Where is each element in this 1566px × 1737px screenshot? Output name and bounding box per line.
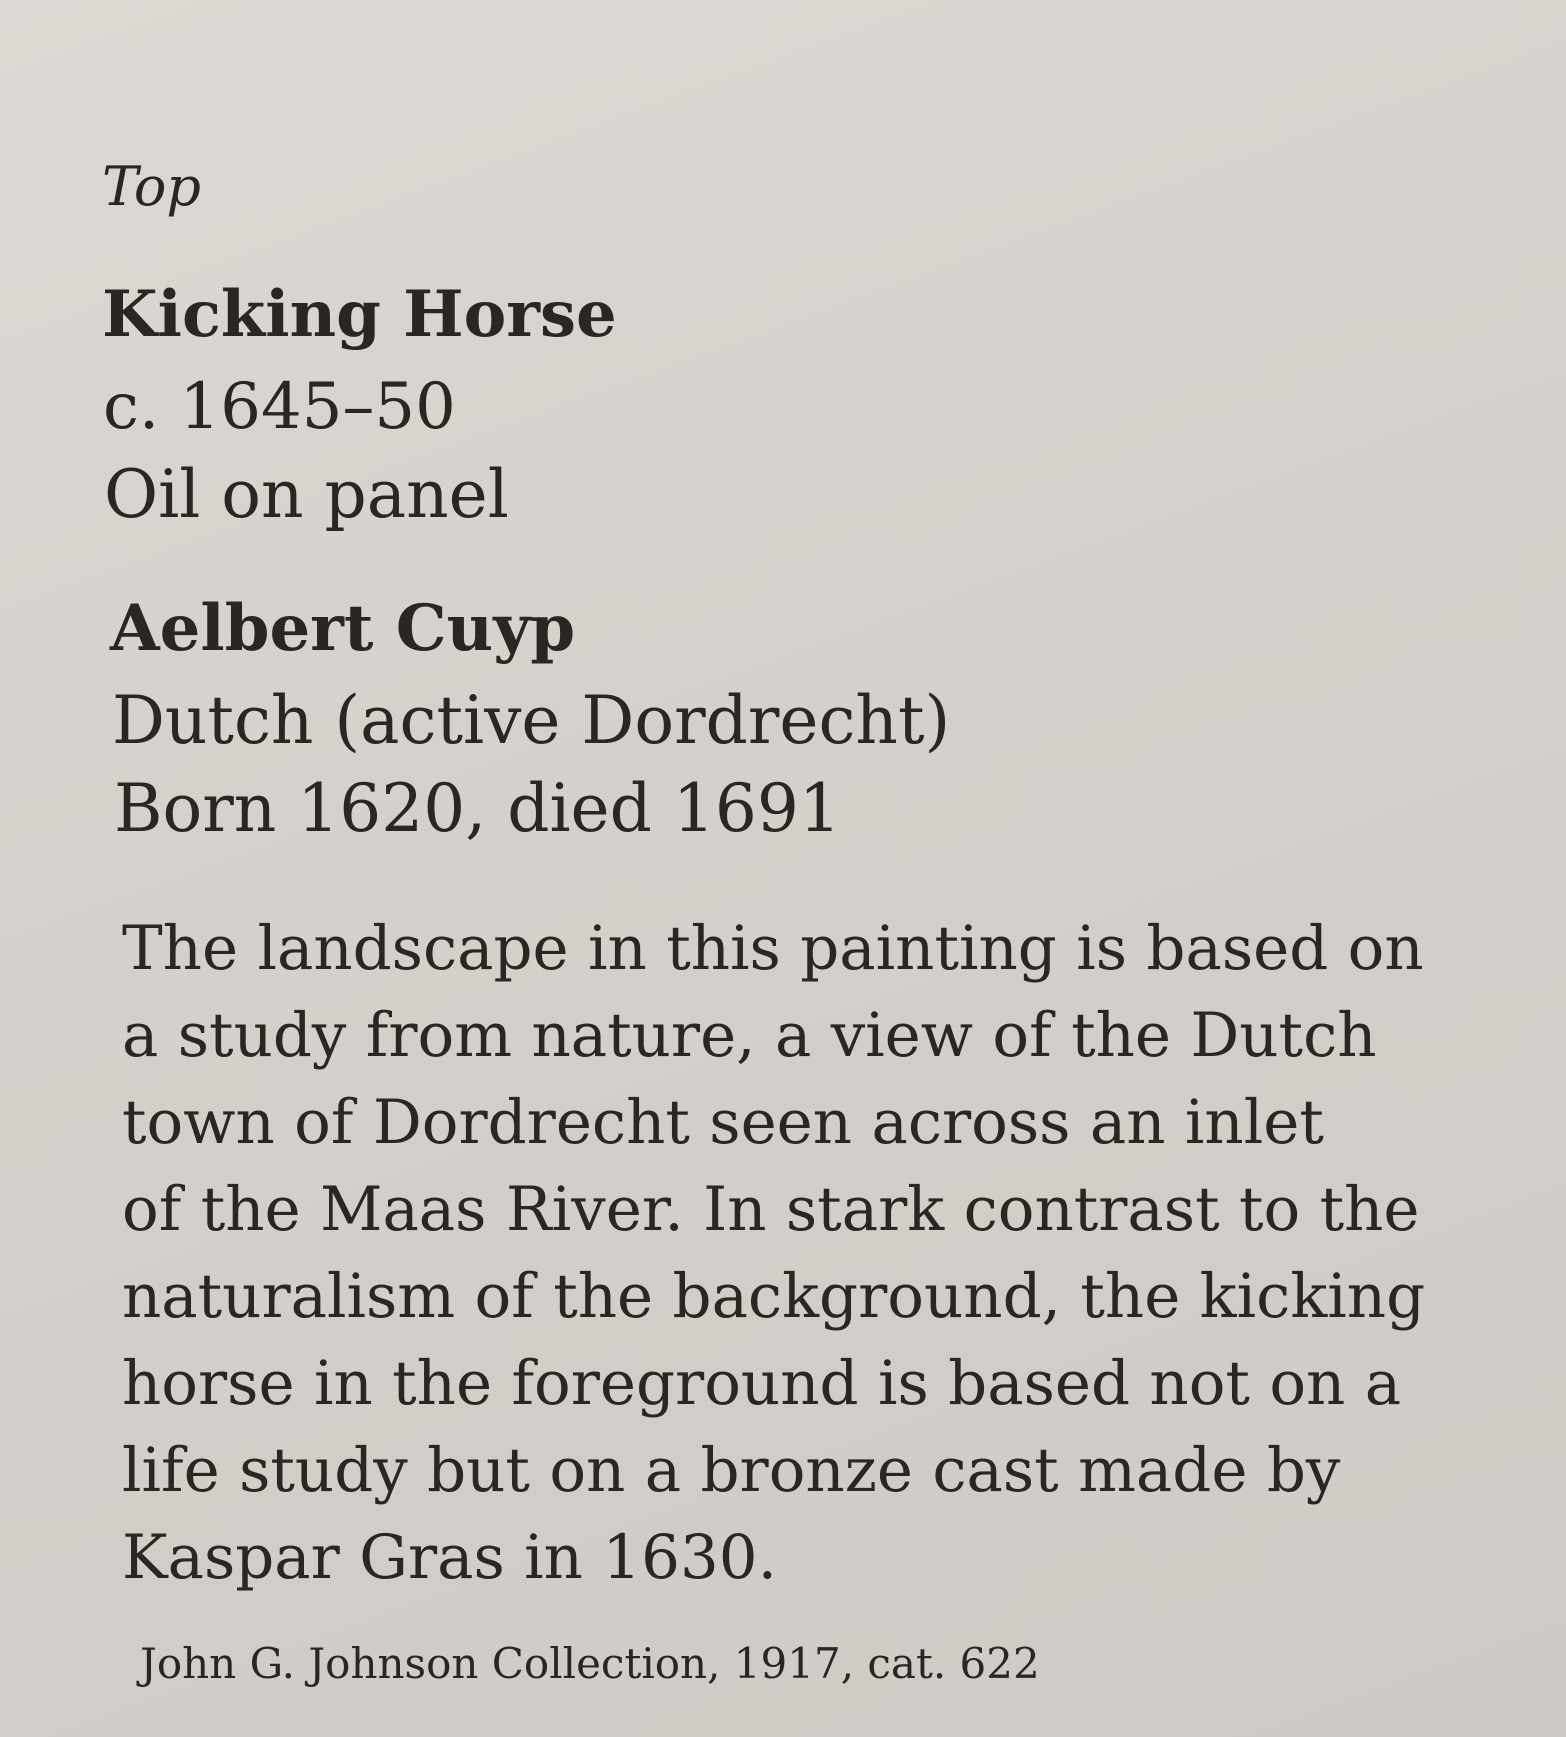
- description-line: Kaspar Gras in 1630.: [122, 1522, 777, 1593]
- description-line: a study from nature, a view of the Dutch: [122, 1000, 1377, 1071]
- description-line: life study but on a bronze cast made by: [122, 1435, 1341, 1506]
- artwork-medium: Oil on panel: [104, 456, 509, 533]
- description-line: naturalism of the background, the kicking: [122, 1261, 1426, 1332]
- credit-line: John G. Johnson Collection, 1917, cat. 622: [140, 1639, 1040, 1688]
- artist-lifespan: Born 1620, died 1691: [114, 770, 841, 847]
- description-line: horse in the foreground is based not on a: [122, 1348, 1402, 1419]
- description-line: town of Dordrecht seen across an inlet: [122, 1087, 1324, 1158]
- artist-name: Aelbert Cuyp: [110, 591, 576, 666]
- artwork-title: Kicking Horse: [102, 277, 617, 352]
- position-note: Top: [102, 155, 201, 218]
- description-line: The landscape in this painting is based on: [122, 913, 1424, 984]
- description-line: of the Maas River. In stark contrast to the: [122, 1174, 1420, 1245]
- artwork-date: c. 1645–50: [103, 370, 456, 444]
- artist-nationality: Dutch (active Dordrecht): [112, 682, 951, 759]
